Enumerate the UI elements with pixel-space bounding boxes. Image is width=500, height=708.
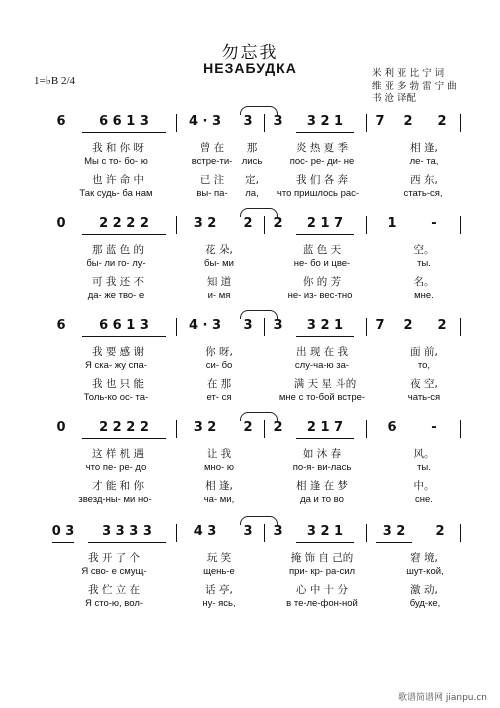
lyrics-line-4 (0, 598, 500, 614)
lyric: при- кр- ра-сил (288, 566, 356, 577)
score-system-3 (0, 314, 500, 426)
song-title-chinese: 勿忘我 (221, 43, 279, 63)
lyric: Толь-ко ос- та- (83, 392, 149, 403)
lyric: 西 东, (410, 174, 438, 186)
notation-line (0, 212, 500, 234)
lyrics-line-2 (0, 258, 500, 274)
lyric: чать-ся (407, 392, 441, 403)
lyric: ты. (417, 258, 431, 269)
beam-line (296, 132, 354, 133)
note-group: 7 (375, 113, 385, 129)
lyric: звезд-ны- ми но- (78, 494, 152, 505)
lyric: слу-ча-ю за- (294, 360, 350, 371)
tie-arc (240, 412, 278, 421)
lyrics-line-4 (0, 188, 500, 204)
tie-arc (240, 516, 278, 525)
lyric: мно- ю (204, 462, 234, 473)
note-group: 4 · 3 (188, 317, 222, 333)
barline (366, 216, 367, 234)
lyric: 名。 (413, 276, 435, 288)
barline (176, 318, 177, 336)
lyric: Мы с то- бо- ю (84, 156, 148, 167)
lyric: стать-ся, (403, 188, 443, 199)
barline (264, 524, 265, 542)
lyric: 炎 热 夏 季 (295, 142, 348, 154)
lyric: 你 呀, (205, 346, 233, 358)
tie-arc (240, 106, 278, 115)
lyrics-line-3 (0, 172, 500, 188)
beam-line (296, 438, 354, 439)
barline (176, 216, 177, 234)
lyric: 相 逢 在 梦 (295, 480, 348, 492)
lyric: 相 逢, (410, 142, 438, 154)
lyric: 在 那 (206, 378, 232, 390)
lyrics-line-4 (0, 494, 500, 510)
note-group: 7 (375, 317, 385, 333)
song-title-russian: НЕЗАБУДКА (203, 60, 297, 76)
lyric: бы- ми (204, 258, 234, 269)
lyric: 那 (246, 142, 258, 154)
note-group: 3 (243, 317, 253, 333)
lyrics-line-2 (0, 462, 500, 478)
lyric: 才 能 和 你 (91, 480, 144, 492)
lyric: 激 动, (410, 584, 438, 596)
lyric: 我 要 感 谢 (91, 346, 144, 358)
lyric: 玩 笑 (206, 552, 232, 564)
beam-line (82, 438, 166, 439)
lyrics-line-2 (0, 360, 500, 376)
credit-composer: 维 亚 多 勃 雷 宁 曲 (372, 80, 457, 92)
lyrics-line-1 (0, 140, 500, 156)
lyrics-line-1 (0, 446, 500, 462)
lyric: буд-ке, (409, 598, 441, 609)
note-group: 3 (273, 113, 283, 129)
lyrics-line-2 (0, 566, 500, 582)
lyric: ну- ясь, (202, 598, 236, 609)
lyric: Я сво- е смущ- (81, 566, 147, 577)
lyric: 也 许 命 中 (91, 174, 144, 186)
tie-arc (240, 310, 278, 319)
lyric: 面 前, (410, 346, 438, 358)
barline (460, 216, 461, 234)
note-group: 2 2 2 2 (99, 419, 149, 435)
lyric: 我 伫 立 在 (87, 584, 140, 596)
lyric: да- же тво- е (87, 290, 145, 301)
lyric: 这 样 机 遇 (91, 448, 144, 460)
lyric: 我 也 只 能 (91, 378, 144, 390)
lyric: лись (241, 156, 263, 167)
lyrics-line-3 (0, 582, 500, 598)
lyric: 定, (245, 174, 259, 186)
lyric: 满 天 星 斗的 (293, 378, 357, 390)
note-group: 4 · 3 (188, 113, 222, 129)
barline (460, 420, 461, 438)
beam-line (296, 542, 354, 543)
lyrics-line-2 (0, 156, 500, 172)
lyric: 相 逢, (205, 480, 233, 492)
note-group: 4 3 (193, 523, 217, 539)
lyric: да и то во (300, 494, 344, 505)
barline (366, 114, 367, 132)
site-watermark: 歌谱简谱网 jianpu.cn (398, 693, 488, 703)
note-group: 2 (403, 317, 413, 333)
lyrics-line-4 (0, 290, 500, 306)
note-group: 3 2 1 (306, 317, 344, 333)
barline (264, 216, 265, 234)
lyric: что пришлось рас- (276, 188, 360, 199)
note-group: 3 2 (193, 215, 217, 231)
note-group: - (431, 419, 437, 435)
lyric: мне с то-бой встре- (278, 392, 366, 403)
barline (176, 420, 177, 438)
note-group: - (431, 215, 437, 231)
lyric: 花 朵, (205, 244, 233, 256)
score-system-2 (0, 212, 500, 324)
lyric: 曾 在 (199, 142, 225, 154)
note-group: 3 2 (193, 419, 217, 435)
lyrics-line-3 (0, 376, 500, 392)
note-group: 3 2 1 (306, 523, 344, 539)
note-group: 2 1 7 (306, 215, 344, 231)
lyrics-line-3 (0, 274, 500, 290)
credit-lyricist: 米 利 亚 比 宁 词 (372, 68, 445, 79)
lyric: Я ска- жу спа- (85, 360, 147, 371)
score-system-5 (0, 520, 500, 632)
lyric: то, (417, 360, 431, 371)
tie-arc (240, 208, 278, 217)
note-group: 2 (243, 215, 253, 231)
barline (264, 420, 265, 438)
note-group: 2 (403, 113, 413, 129)
lyric: и- мя (207, 290, 231, 301)
lyric: Я сто-ю, вол- (84, 598, 144, 609)
score-system-4 (0, 416, 500, 528)
lyric: шут-кой, (406, 566, 444, 577)
lyric: 心 中 十 分 (295, 584, 348, 596)
lyric: мне. (414, 290, 434, 301)
note-group: 3 (243, 113, 253, 129)
note-group: 3 2 (382, 523, 406, 539)
credits (372, 68, 457, 106)
note-group: 6 6 1 3 (99, 317, 149, 333)
lyric: пос- ре- ди- не (289, 156, 355, 167)
beam-line (296, 336, 354, 337)
beam-line (376, 542, 412, 543)
lyrics-line-3 (0, 478, 500, 494)
beam-line (82, 234, 166, 235)
lyric: 我 开 了 个 (87, 552, 140, 564)
lyric: 我 们 各 奔 (295, 174, 348, 186)
barline (460, 524, 461, 542)
note-group: 1 (387, 215, 397, 231)
note-group: 3 (243, 523, 253, 539)
lyric: ле- та, (409, 156, 439, 167)
lyric: не- бо и цве- (293, 258, 351, 269)
lyric: Так судь- ба нам (79, 188, 153, 199)
note-group: 3 (273, 317, 283, 333)
note-group: 2 (437, 317, 447, 333)
note-group: 2 2 2 2 (99, 215, 149, 231)
barline (176, 524, 177, 542)
score-system-1 (0, 110, 500, 222)
lyrics-line-1 (0, 344, 500, 360)
lyric: бы- ли го- лу- (86, 258, 146, 269)
note-group: 2 (435, 523, 445, 539)
barline (264, 114, 265, 132)
key-signature: 1=♭B 2/4 (34, 75, 76, 87)
barline (460, 114, 461, 132)
note-group: 3 (273, 523, 283, 539)
note-group: 2 (273, 419, 283, 435)
note-group: 2 (273, 215, 283, 231)
lyric: 出 现 在 我 (295, 346, 348, 358)
lyrics-line-4 (0, 392, 500, 408)
lyric: сне. (415, 494, 433, 505)
lyric: 空。 (413, 244, 435, 256)
beam-line (52, 542, 74, 543)
lyric: в те-ле-фон-ной (286, 598, 358, 609)
lyric: встре-ти- (191, 156, 233, 167)
barline (366, 420, 367, 438)
note-group: 0 3 (51, 523, 75, 539)
note-group: 0 (56, 215, 66, 231)
lyric: 风。 (413, 448, 435, 460)
note-group: 3 3 3 3 (102, 523, 152, 539)
lyric: 如 沐 春 (302, 448, 342, 460)
notation-line (0, 314, 500, 336)
beam-line (88, 542, 166, 543)
notation-line (0, 110, 500, 132)
lyric: си- бо (205, 360, 233, 371)
beam-line (82, 132, 166, 133)
barline (366, 524, 367, 542)
barline (264, 318, 265, 336)
lyric: 蓝 色 天 (302, 244, 342, 256)
lyric: 让 我 (206, 448, 232, 460)
note-group: 2 1 7 (306, 419, 344, 435)
lyric: 已 注 (199, 174, 225, 186)
lyric: по-я- ви-лась (292, 462, 352, 473)
lyric: что пе- ре- до (85, 462, 147, 473)
lyric: 你 的 芳 (302, 276, 342, 288)
note-group: 0 (56, 419, 66, 435)
lyrics-line-1 (0, 242, 500, 258)
lyric: 知 道 (206, 276, 232, 288)
lyric: 中。 (413, 480, 435, 492)
lyric: 可 我 还 不 (91, 276, 144, 288)
lyrics-line-1 (0, 550, 500, 566)
lyric: 话 亭, (205, 584, 233, 596)
barline (366, 318, 367, 336)
lyric: 夜 空, (410, 378, 438, 390)
beam-line (296, 234, 354, 235)
lyric: ча- ми, (203, 494, 235, 505)
lyric: 掩 饰 自 己的 (290, 552, 354, 564)
lyric: ла, (245, 188, 259, 199)
lyric: ты. (417, 462, 431, 473)
lyric: 窘 境, (410, 552, 438, 564)
barline (460, 318, 461, 336)
lyric: 那 蓝 色 的 (91, 244, 144, 256)
note-group: 6 (387, 419, 397, 435)
lyric: не- из- вес-тно (287, 290, 353, 301)
notation-line (0, 416, 500, 438)
lyric: 我 和 你 呀 (91, 142, 144, 154)
lyric: щень-е (203, 566, 235, 577)
barline (176, 114, 177, 132)
note-group: 2 (437, 113, 447, 129)
note-group: 6 (56, 317, 66, 333)
note-group: 2 (243, 419, 253, 435)
beam-line (82, 336, 166, 337)
notation-line (0, 520, 500, 542)
credit-translator: 书 沧 译配 (372, 93, 417, 104)
note-group: 3 2 1 (306, 113, 344, 129)
lyric: вы- па- (196, 188, 228, 199)
lyric: ет- ся (206, 392, 232, 403)
note-group: 6 6 1 3 (99, 113, 149, 129)
note-group: 6 (56, 113, 66, 129)
